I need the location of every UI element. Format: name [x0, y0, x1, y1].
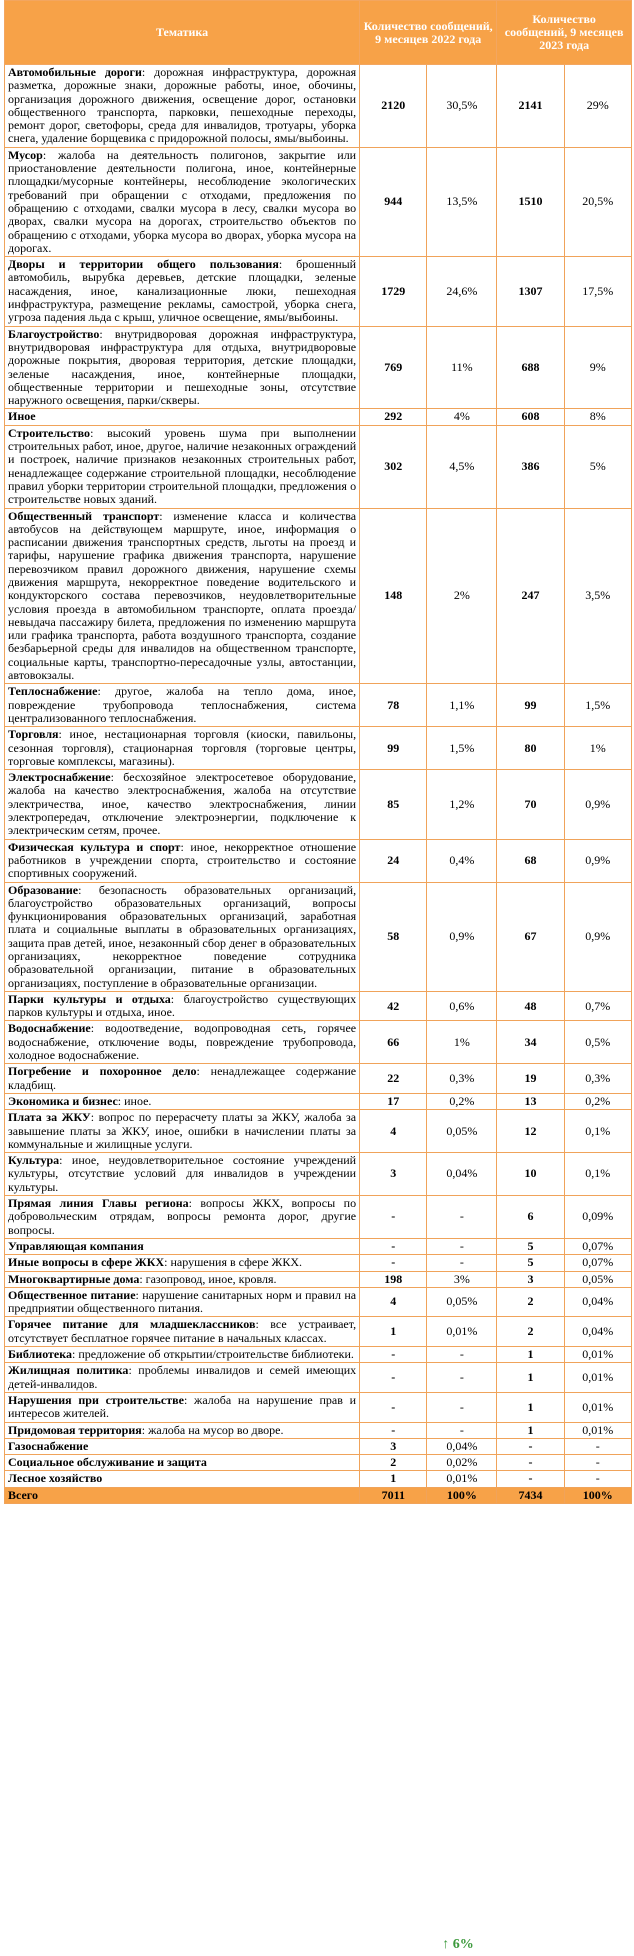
- percent-2022-cell: 0,9%: [427, 882, 497, 991]
- percent-2022-cell: 0,02%: [427, 1455, 497, 1471]
- topic-cell: [5, 257, 360, 326]
- count-2022-cell: -: [360, 1392, 427, 1422]
- topic-cell: [5, 1422, 360, 1438]
- count-2023-cell: 1: [497, 1392, 564, 1422]
- topic-title: Иное: [8, 409, 36, 424]
- percent-2023-cell: 1,5%: [564, 684, 631, 727]
- percent-2022-cell: 11%: [427, 326, 497, 409]
- count-2022-cell: 3: [360, 1438, 427, 1454]
- topic-title: Нарушения при строительстве: [8, 1392, 184, 1407]
- count-2023-cell: -: [497, 1471, 564, 1487]
- count-2023-cell: 80: [497, 727, 564, 770]
- percent-2022-cell: -: [427, 1392, 497, 1422]
- count-2023-cell: 70: [497, 770, 564, 839]
- count-2022-cell: 302: [360, 425, 427, 508]
- topic-description: : бесхозяйное электросетевое оборудование, жалоба на качество электроснабжения, жалоба на отсутствие электричества, иное, качество электроснабжения, линии электропередач, отключение электроэнергии, подключение к электрическим сетям, прочее.: [8, 770, 357, 838]
- count-2023-cell: 19: [497, 1064, 564, 1094]
- table-body: [5, 65, 632, 1488]
- percent-2022-cell: 2%: [427, 508, 497, 684]
- total-count-2022: 7011: [360, 1487, 427, 1503]
- topic-cell: [5, 1317, 360, 1347]
- percent-2023-cell: 8%: [564, 409, 631, 425]
- count-2023-cell: -: [497, 1455, 564, 1471]
- count-2023-cell: 688: [497, 326, 564, 409]
- topic-cell: [5, 727, 360, 770]
- topic-cell: [5, 1255, 360, 1271]
- percent-2023-cell: 0,04%: [564, 1287, 631, 1317]
- topic-title: Культура: [8, 1153, 60, 1168]
- topic-title: Электроснабжение: [8, 770, 111, 785]
- topic-description: : иное, неудовлетворительное состояние учреждений культуры, отсутствие условий для инвалидов в учреждении культуры.: [8, 1153, 357, 1194]
- percent-2023-cell: 3,5%: [564, 508, 631, 684]
- topic-cell: [5, 839, 360, 882]
- percent-2022-cell: 30,5%: [427, 65, 497, 148]
- messages-table: [4, 0, 632, 1504]
- table-row: [5, 1064, 632, 1094]
- topic-title: Дворы и территории общего пользования: [8, 257, 279, 272]
- percent-2023-cell: 0,2%: [564, 1093, 631, 1109]
- count-2022-cell: -: [360, 1363, 427, 1393]
- percent-2023-cell: 1%: [564, 727, 631, 770]
- count-2023-cell: 608: [497, 409, 564, 425]
- topic-cell: [5, 425, 360, 508]
- topic-cell: [5, 65, 360, 148]
- percent-2023-cell: 0,7%: [564, 991, 631, 1021]
- table-row: [5, 65, 632, 148]
- percent-2023-cell: 0,9%: [564, 839, 631, 882]
- table-row: [5, 147, 632, 256]
- count-2022-cell: -: [360, 1196, 427, 1239]
- percent-2023-cell: 29%: [564, 65, 631, 148]
- topic-title: Горячее питание для младшеклассников: [8, 1317, 256, 1332]
- header-topic: Тематика: [5, 1, 360, 65]
- topic-title: Лесное хозяйство: [8, 1471, 103, 1486]
- topic-title: Многоквартирные дома: [8, 1271, 140, 1286]
- table-row: [5, 1363, 632, 1393]
- percent-2023-cell: 0,9%: [564, 770, 631, 839]
- table-row: [5, 1093, 632, 1109]
- count-2023-cell: 5: [497, 1255, 564, 1271]
- count-2022-cell: -: [360, 1255, 427, 1271]
- topic-title: Парки культуры и отдыха: [8, 991, 171, 1006]
- count-2023-cell: 48: [497, 991, 564, 1021]
- count-2023-cell: 2141: [497, 65, 564, 148]
- percent-2023-cell: 0,04%: [564, 1317, 631, 1347]
- table-row: [5, 1021, 632, 1064]
- topic-title: Управляющая компания: [8, 1238, 144, 1253]
- topic-description: : высокий уровень шума при выполнении строительных работ, иное, другое, наличие незаконных ограждений и построек, наличие признаков незаконных строительных работ, ненадлежащее содержание строительной площадки, несоблюдение правил уборки территории строительной площадки, предложения о строительстве новых зданий.: [8, 425, 357, 507]
- percent-2022-cell: 4%: [427, 409, 497, 425]
- topic-title: Строительство: [8, 425, 91, 440]
- topic-description: : вопросы ЖКХ, вопросы по добровольческим отрядам, вопросы ремонта дорог, другие вопросы.: [8, 1196, 357, 1237]
- total-row: [5, 1487, 632, 1503]
- percent-2023-cell: 0,1%: [564, 1110, 631, 1153]
- count-2022-cell: 85: [360, 770, 427, 839]
- table-row: [5, 770, 632, 839]
- percent-2022-cell: -: [427, 1255, 497, 1271]
- percent-2023-cell: 0,1%: [564, 1153, 631, 1196]
- topic-title: Иные вопросы в сфере ЖКХ: [8, 1255, 165, 1270]
- topic-description: : газопровод, иное, кровля.: [139, 1271, 277, 1286]
- count-2023-cell: 34: [497, 1021, 564, 1064]
- count-2022-cell: 22: [360, 1064, 427, 1094]
- count-2023-cell: 3: [497, 1271, 564, 1287]
- count-2022-cell: 58: [360, 882, 427, 991]
- topic-cell: [5, 1347, 360, 1363]
- table-row: [5, 1196, 632, 1239]
- percent-2022-cell: -: [427, 1238, 497, 1254]
- count-2023-cell: 2: [497, 1317, 564, 1347]
- percent-2022-cell: -: [427, 1196, 497, 1239]
- topic-title: Теплоснабжение: [8, 684, 98, 699]
- count-2023-cell: 5: [497, 1238, 564, 1254]
- table-row: [5, 1110, 632, 1153]
- count-2023-cell: 1510: [497, 147, 564, 256]
- count-2023-cell: 1: [497, 1422, 564, 1438]
- topic-description: : дорожная инфраструктура, дорожная разметка, дорожные знаки, дорожные работы, иное, обочины, организация дорожного движения, освещение дорог, остановки общественного транспорта, парковки, пешеходные переходы, ремонт дорог, светофоры, среда для инвалидов, тротуары, уборка снега, удаление борщевика с придорожной полосы, ямы/выбоины.: [8, 65, 357, 146]
- topic-cell: [5, 326, 360, 409]
- topic-cell: [5, 770, 360, 839]
- topic-description: : все устраивает, отсутствует бесплатное горячее питание в начальных классах.: [8, 1317, 357, 1345]
- topic-description: : проблемы инвалидов и семей имеющих детей-инвалидов.: [8, 1363, 357, 1391]
- topic-description: : жалоба на мусор во дворе.: [141, 1422, 284, 1437]
- percent-2022-cell: 0,6%: [427, 991, 497, 1021]
- count-2022-cell: 148: [360, 508, 427, 684]
- count-2023-cell: 6: [497, 1196, 564, 1239]
- count-2022-cell: 66: [360, 1021, 427, 1064]
- topic-description: : безопасность образовательных организаций, благоустройство образовательных организаций, вопросы функционирования образовательных организаций, заработная плата и социальные выплаты в образовательных организациях, защита прав детей, иное, незаконный сбор денег в образовательных организациях, некорректное поведение сотрудника образовательной организации, питание в образовательных организациях, поступление в образовательные организации.: [8, 882, 357, 990]
- percent-2023-cell: 0,01%: [564, 1422, 631, 1438]
- topic-title: Мусор: [8, 147, 43, 162]
- table-row: [5, 1392, 632, 1422]
- count-2023-cell: 10: [497, 1153, 564, 1196]
- percent-2023-cell: -: [564, 1455, 631, 1471]
- total-count-2023: 7434: [497, 1487, 564, 1503]
- topic-description: : иное, некорректное отношение работников в учреждении спорта, строительство и состояние спортивных сооружений.: [8, 839, 357, 881]
- topic-cell: [5, 1363, 360, 1393]
- percent-2022-cell: -: [427, 1363, 497, 1393]
- percent-2022-cell: 13,5%: [427, 147, 497, 256]
- count-2022-cell: 17: [360, 1093, 427, 1109]
- table-row: [5, 1471, 632, 1487]
- count-2022-cell: 99: [360, 727, 427, 770]
- table-row: [5, 425, 632, 508]
- percent-2022-cell: 0,04%: [427, 1153, 497, 1196]
- topic-title: Плата за ЖКУ: [8, 1110, 91, 1125]
- growth-indicator: [394, 1936, 522, 1954]
- topic-cell: [5, 1271, 360, 1287]
- topic-description: : нарушение санитарных норм и правил на предприятии общественного питания.: [8, 1287, 357, 1316]
- topic-title: Автомобильные дороги: [8, 65, 142, 79]
- percent-2023-cell: 0,01%: [564, 1363, 631, 1393]
- topic-cell: [5, 1471, 360, 1487]
- topic-cell: [5, 684, 360, 727]
- count-2022-cell: 1: [360, 1471, 427, 1487]
- count-2022-cell: 2: [360, 1455, 427, 1471]
- topic-cell: [5, 882, 360, 991]
- count-2023-cell: 1307: [497, 257, 564, 326]
- percent-2022-cell: 1%: [427, 1021, 497, 1064]
- percent-2023-cell: 5%: [564, 425, 631, 508]
- table-row: [5, 1347, 632, 1363]
- percent-2022-cell: 1,5%: [427, 727, 497, 770]
- percent-2022-cell: -: [427, 1347, 497, 1363]
- count-2022-cell: 944: [360, 147, 427, 256]
- topic-cell: [5, 1153, 360, 1196]
- count-2023-cell: 247: [497, 508, 564, 684]
- count-2023-cell: 1: [497, 1347, 564, 1363]
- percent-2022-cell: 0,05%: [427, 1110, 497, 1153]
- table-row: [5, 882, 632, 991]
- table-row: [5, 991, 632, 1021]
- topic-cell: [5, 1196, 360, 1239]
- count-2023-cell: 12: [497, 1110, 564, 1153]
- topic-title: Благоустройство: [8, 326, 100, 341]
- count-2022-cell: 24: [360, 839, 427, 882]
- table-row: [5, 257, 632, 326]
- count-2022-cell: 3: [360, 1153, 427, 1196]
- topic-title: Водоснабжение: [8, 1021, 91, 1036]
- percent-2023-cell: 0,05%: [564, 1271, 631, 1287]
- topic-description: : ненадлежащее содержание кладбищ.: [8, 1064, 357, 1092]
- topic-cell: [5, 1392, 360, 1422]
- topic-description: : водоотведение, водопроводная сеть, горячее водоснабжение, отключение воды, повреждение трубопровода, холодное водоснабжение.: [8, 1021, 357, 1063]
- header-2022: Количество сообщений, 9 месяцев 2022 года: [360, 1, 497, 65]
- topic-title: Жилищная политика: [8, 1363, 129, 1378]
- percent-2022-cell: 3%: [427, 1271, 497, 1287]
- table-row: [5, 1153, 632, 1196]
- topic-description: : жалоба на деятельность полигонов, закрытие или приостановление деятельности полигона, иное, контейнерные площадки/мусорные контейнеры, несоблюдение экологических требований при обращении с отходами, предложения по обращению с отходами, свалки мусора в лесу, свалки мусора во дворах, свалки мусора на дорогах, строительство объектов по обращению с отходами, уборка мусора во дворах, уборка мусора на дорогах.: [8, 147, 357, 255]
- table-row: [5, 1255, 632, 1271]
- topic-cell: [5, 1238, 360, 1254]
- percent-2023-cell: 0,01%: [564, 1347, 631, 1363]
- topic-cell: [5, 508, 360, 684]
- topic-cell: [5, 1110, 360, 1153]
- topic-title: Библиотека: [8, 1347, 72, 1362]
- percent-2023-cell: 0,3%: [564, 1064, 631, 1094]
- topic-cell: [5, 147, 360, 256]
- topic-description: : жалоба на нарушение прав и интересов жителей.: [8, 1392, 357, 1421]
- topic-description: : внутридворовая дорожная инфраструктура, внутридворовая инфраструктура для отдыха, внутридворовые дорожные покрытия, дворовая территория, детские площадки, зеленые насаждения, иное, контейнерные площадки, общественные территории и пешеходные зоны, отсутствие наружного освещения, парки/скверы.: [8, 326, 357, 408]
- percent-2023-cell: 0,09%: [564, 1196, 631, 1239]
- topic-description: : вопрос по перерасчету платы за ЖКУ, жалоба за завышение платы за ЖКУ, иное, ошибки в начислении платы за коммунальные и жилищные услуги.: [8, 1110, 357, 1151]
- percent-2022-cell: 0,2%: [427, 1093, 497, 1109]
- count-2023-cell: 67: [497, 882, 564, 991]
- topic-title: Общественный транспорт: [8, 508, 160, 523]
- percent-2022-cell: 0,01%: [427, 1471, 497, 1487]
- topic-title: Торговля: [8, 727, 59, 742]
- topic-cell: [5, 1287, 360, 1317]
- table-row: [5, 1455, 632, 1471]
- count-2023-cell: 386: [497, 425, 564, 508]
- table-row: [5, 326, 632, 409]
- topic-title: Придомовая территория: [8, 1422, 142, 1437]
- topic-title: Образование: [8, 882, 79, 897]
- table-row: [5, 1238, 632, 1254]
- topic-title: Физическая культура и спорт: [8, 839, 181, 854]
- count-2023-cell: 68: [497, 839, 564, 882]
- count-2022-cell: 1: [360, 1317, 427, 1347]
- topic-cell: [5, 1021, 360, 1064]
- count-2022-cell: 4: [360, 1110, 427, 1153]
- percent-2023-cell: 0,5%: [564, 1021, 631, 1064]
- topic-cell: [5, 991, 360, 1021]
- topic-cell: [5, 1438, 360, 1454]
- table-row: [5, 1287, 632, 1317]
- percent-2023-cell: 0,07%: [564, 1238, 631, 1254]
- table-row: [5, 1438, 632, 1454]
- count-2022-cell: 292: [360, 409, 427, 425]
- percent-2022-cell: 0,05%: [427, 1287, 497, 1317]
- topic-description: : иное.: [117, 1093, 152, 1108]
- topic-description: : предложение об открытии/строительстве библиотеки.: [72, 1347, 354, 1362]
- table-row: [5, 839, 632, 882]
- percent-2023-cell: 17,5%: [564, 257, 631, 326]
- table-row: [5, 684, 632, 727]
- percent-2022-cell: 0,4%: [427, 839, 497, 882]
- count-2023-cell: 2: [497, 1287, 564, 1317]
- table-row: [5, 1271, 632, 1287]
- topic-description: : изменение класса и количества автобусов на действующем маршруте, иное, информация о расписании движения транспортных средств, льготы на проезд и тарифы, нарушение графика движения транспорта, нарушение перевозчиком правил дорожного движения, нарушение схемы движения маршрута, некорректное поведение водительского и кондукторского состава перевозчиков, неудовлетворительные условия проезда в автомобильном транспорте, оплата проезда/невыдача пассажиру билета, предложения по изменению маршрута или графика транспорта, работа воздушного транспорта, создание безбарьерной среды для инвалидов на общественном транспорте, социальные карты, транспортно-пересадочные узлы, автостанции, автовокзалы.: [8, 508, 357, 683]
- percent-2022-cell: -: [427, 1422, 497, 1438]
- percent-2022-cell: 0,3%: [427, 1064, 497, 1094]
- count-2023-cell: 13: [497, 1093, 564, 1109]
- table-row: [5, 508, 632, 684]
- topic-title: Общественное питание: [8, 1287, 136, 1302]
- percent-2023-cell: -: [564, 1438, 631, 1454]
- total-percent-2022: 100%: [427, 1487, 497, 1503]
- count-2023-cell: 1: [497, 1363, 564, 1393]
- count-2022-cell: 2120: [360, 65, 427, 148]
- topic-title: Социальное обслуживание и защита: [8, 1455, 207, 1470]
- table-row: [5, 1317, 632, 1347]
- percent-2023-cell: 0,07%: [564, 1255, 631, 1271]
- count-2023-cell: -: [497, 1438, 564, 1454]
- topic-description: : брошенный автомобиль, вырубка деревьев, детские площадки, зеленые насаждения, иное, канализационные люки, пешеходная инфраструктура, размещение рекламы, самострой, уборка снега, угроза падения льда с крыш, уличное освещение, ямы/выбоины.: [8, 257, 357, 325]
- percent-2022-cell: 1,1%: [427, 684, 497, 727]
- count-2022-cell: 42: [360, 991, 427, 1021]
- header-2023: Количество сообщений, 9 месяцев 2023 года: [497, 1, 632, 65]
- topic-cell: [5, 1064, 360, 1094]
- topic-description: : другое, жалоба на тепло дома, иное, повреждение трубопровода теплоснабжения, система централизованного теплоснабжения.: [8, 684, 357, 725]
- header-row: [5, 1, 632, 65]
- percent-2023-cell: -: [564, 1471, 631, 1487]
- table-row: [5, 409, 632, 425]
- percent-2022-cell: 0,01%: [427, 1317, 497, 1347]
- count-2022-cell: -: [360, 1347, 427, 1363]
- topic-description: : нарушения в сфере ЖКХ.: [164, 1255, 302, 1270]
- topic-title: Газоснабжение: [8, 1438, 89, 1453]
- percent-2022-cell: 1,2%: [427, 770, 497, 839]
- count-2022-cell: 769: [360, 326, 427, 409]
- table-row: [5, 727, 632, 770]
- count-2023-cell: 99: [497, 684, 564, 727]
- topic-title: Экономика и бизнес: [8, 1093, 118, 1108]
- count-2022-cell: -: [360, 1422, 427, 1438]
- percent-2023-cell: 0,9%: [564, 882, 631, 991]
- topic-cell: [5, 409, 360, 425]
- count-2022-cell: -: [360, 1238, 427, 1254]
- growth-value: 6%: [452, 1937, 474, 1952]
- topic-description: : благоустройство существующих парков культуры и отдыха, иное.: [8, 991, 357, 1020]
- percent-2022-cell: 0,04%: [427, 1438, 497, 1454]
- percent-2023-cell: 0,01%: [564, 1392, 631, 1422]
- percent-2022-cell: 24,6%: [427, 257, 497, 326]
- table-row: [5, 1422, 632, 1438]
- topic-title: Погребение и похоронное дело: [8, 1064, 197, 1079]
- count-2022-cell: 1729: [360, 257, 427, 326]
- arrow-up-icon: ↑: [442, 1937, 450, 1952]
- topic-description: : иное, нестационарная торговля (киоски, павильоны, сезонная торговля), стационарная торговля (торговые центры, торговые комплексы, магазины).: [8, 727, 357, 768]
- total-label: Всего: [5, 1487, 360, 1503]
- topic-title: Прямая линия Главы региона: [8, 1196, 189, 1211]
- count-2022-cell: 4: [360, 1287, 427, 1317]
- count-2022-cell: 198: [360, 1271, 427, 1287]
- percent-2023-cell: 20,5%: [564, 147, 631, 256]
- count-2022-cell: 78: [360, 684, 427, 727]
- topic-cell: [5, 1093, 360, 1109]
- percent-2023-cell: 9%: [564, 326, 631, 409]
- topic-cell: [5, 1455, 360, 1471]
- total-percent-2023: 100%: [564, 1487, 631, 1503]
- percent-2022-cell: 4,5%: [427, 425, 497, 508]
